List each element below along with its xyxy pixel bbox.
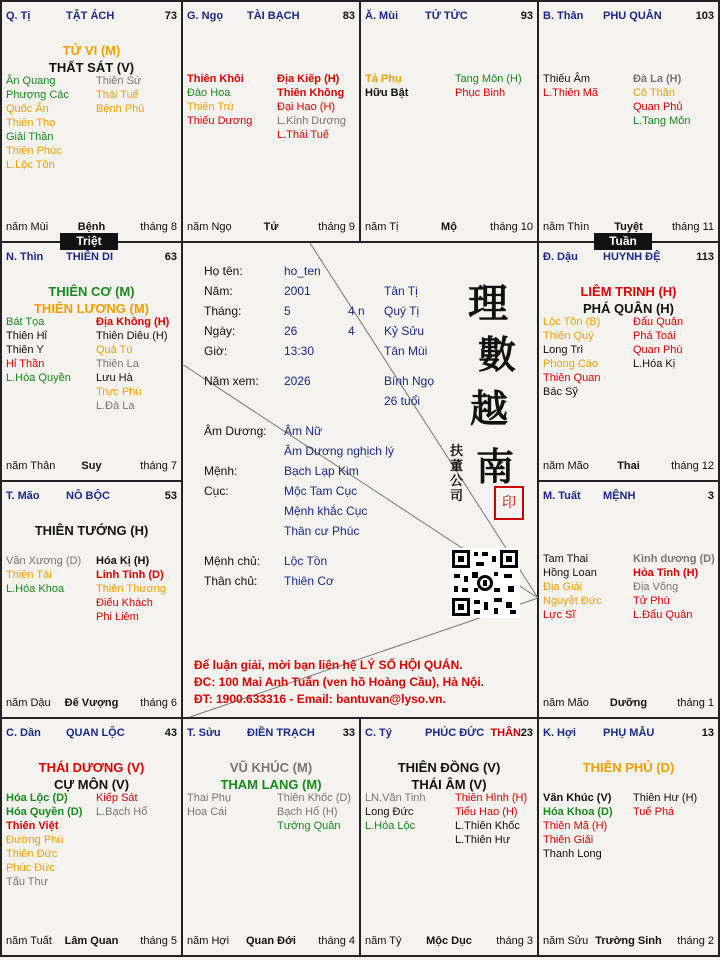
left-star-column [6,74,69,172]
main-star: THIÊN PHỦ (D) [582,760,675,775]
gio-can: Tân Mùi [384,344,428,358]
minor-star: Tiểu Hao (H) [455,806,518,818]
left-star-column [6,791,82,889]
minor-star: Hỏa Tinh (H) [633,567,699,579]
main-stars [2,283,181,317]
palace-than[interactable] [539,2,718,241]
minor-star: Thiên Phúc [6,145,62,157]
left-star-column [543,552,602,622]
minor-star: Đường Phù [6,834,64,846]
main-star: THIÊN LƯƠNG (M) [33,301,150,316]
palace-ty2[interactable] [361,719,537,955]
brand-char-2: 數 [478,332,517,377]
palace-age-number: 83 [342,10,355,22]
palace-ngo[interactable] [183,2,359,241]
minor-star: Quốc Ấn [6,103,49,115]
triet-tag: Triệt [60,233,118,250]
palace-year: năm Thìn [543,221,590,233]
minor-star: Ân Quang [6,75,56,87]
minor-star: L.Bạch Hổ [96,806,148,818]
palace-age-number: 43 [164,727,177,739]
minor-star: Thai Phụ [187,792,232,804]
minor-star: Tang Môn (H) [455,73,522,85]
palace-name: MỆNH [603,490,636,502]
minor-star: L.Hóa Kị [633,358,676,370]
palace-phase: Tuyệt [614,221,643,233]
palace-month: tháng 2 [677,935,714,947]
minor-star: Thiên Khốc (D) [277,792,351,804]
palace-branch: T. Sửu [187,727,221,739]
minor-star: Thiên Trù [187,101,234,113]
minor-star: Nguyệt Đức [543,595,602,607]
minor-star: Đà La (H) [633,73,682,85]
palace-month: tháng 3 [496,935,533,947]
palace-phase: Dưỡng [609,697,648,709]
minor-star: Cô Thần [633,87,675,99]
minor-star: Điếu Khách [96,597,153,609]
palace-branch: Đ. Dậu [543,251,578,263]
palace-name: PHỤ MẪU [603,727,655,739]
palace-header [539,10,718,24]
minor-star: Bệnh Phù [96,103,145,115]
cuc-value: Mộc Tam Cục [284,484,358,498]
minor-star: Hóa Lộc (D) [6,792,68,804]
palace-year: năm Tị [365,221,399,233]
palace-hoi[interactable] [539,719,718,955]
minor-star: Thiên Y [6,344,44,356]
palace-branch: C. Dần [6,727,41,739]
palace-name: TẬT ÁCH [66,10,115,22]
palace-name: NÔ BỘC [66,490,110,502]
palace-month: tháng 10 [490,221,533,233]
left-star-column [6,554,81,596]
minor-star: Thiên Hỉ [6,330,47,342]
palace-header [361,727,537,741]
left-star-column [543,791,613,861]
nam-xem-value: 2026 [284,374,311,388]
minor-star: L.Thái Tuế [277,129,329,141]
minor-star: L.Hóa Khoa [6,583,65,595]
right-star-column [277,72,346,142]
main-star: VŨ KHÚC (M) [229,760,313,775]
minor-star: Phá Toái [633,330,676,342]
palace-dan[interactable] [2,719,181,955]
minor-star: Quan Phù [633,344,683,356]
palace-name: TÀI BẠCH [247,10,300,22]
minor-star: L.Thiên Hư [455,834,511,846]
minor-star: Thiên Hư (H) [633,792,698,804]
left-star-column [543,72,598,100]
minor-star: Thiên Hình (H) [455,792,528,804]
palace-header [539,251,718,265]
minor-star: Tướng Quân [277,820,341,832]
left-star-column [543,315,600,399]
minor-star: Đào Hoa [187,87,231,99]
menh-chu-value: Lộc Tồn [284,554,328,568]
palace-age-number: 93 [520,10,533,22]
minor-star: Quan Phủ [633,101,683,113]
minor-star: Đẩu Quân [633,316,684,328]
than-marker: THÂN [490,727,521,739]
main-star: TỬ VI (M) [62,43,121,58]
palace-name: HUYNH ĐỆ [603,251,661,263]
than-chu-label: Thân chủ: [204,574,258,588]
palace-phase: Suy [81,460,102,472]
contact-address: ĐC: 100 Mai Anh Tuấn (ven hồ Hoàng Cầu), Hà Nội. [194,675,485,689]
minor-star: Thanh Long [543,848,602,860]
palace-phase: Trường Sinh [595,935,662,947]
palace-year: năm Hợi [187,935,230,947]
minor-star: Địa Không (H) [96,316,170,328]
minor-star: Kiếp Sát [96,792,138,804]
minor-star: Phong Cáo [543,358,599,370]
minor-star: Tử Phù [633,595,670,607]
ngay-can: Kỷ Sửu [384,324,425,338]
minor-star: L.Lộc Tồn [6,159,55,171]
minor-star: Linh Tinh (D) [96,569,164,581]
minor-star: Thiên La [96,358,139,370]
minor-star: Thiên Quý [543,330,594,342]
minor-star: LN.Văn Tinh [365,792,426,804]
tuoi-value: 26 tuổi [384,394,421,408]
minor-star: Thiên Quan [543,372,601,384]
minor-star: Thiên Thương [96,583,167,595]
brand-char-3: 越 [470,386,509,431]
main-stars [2,759,181,793]
menh-label: Mệnh: [204,464,238,478]
palace-header [2,10,181,24]
minor-star: Thiên Thọ [6,117,56,129]
palace-footer [361,935,537,949]
than-cu-note: Thân cư Phúc [284,524,360,538]
thang-label: Tháng: [204,304,242,318]
palace-tuat[interactable] [539,482,718,717]
minor-star: Lộc Tồn (B) [543,316,601,328]
minor-star: Thiên Không [277,87,345,99]
palace-dau[interactable] [539,243,718,480]
minor-star: Lực Sĩ [543,609,576,621]
palace-month: tháng 5 [140,935,177,947]
palace-year: năm Dậu [6,697,51,709]
minor-star: Phục Binh [455,87,506,99]
palace-footer [2,460,181,474]
minor-star: Kình dương (D) [633,553,715,565]
nam-can: Tân Tị [384,284,418,298]
minor-star: Phúc Đức [6,862,55,874]
minor-star: L.Kinh Dương [277,115,347,127]
minor-star: Bác Sỹ [543,386,578,398]
cuc-note: Mệnh khắc Cục [284,504,368,518]
minor-star: Tả Phụ [365,73,402,85]
am-duong-value: Âm Nữ [284,424,323,438]
palace-footer [2,697,181,711]
palace-year: năm Sửu [543,935,589,947]
ho-ten-value: ho_ten [284,264,321,278]
am-duong-note: Âm Dương nghịch lý [284,444,394,458]
minor-star: Long Trì [543,344,584,356]
minor-star: Hỉ Thần [6,358,45,370]
palace-age-number: 63 [164,251,177,263]
palace-branch: C. Tý [365,727,392,739]
palace-mao[interactable] [2,482,181,717]
palace-age-number: 33 [342,727,355,739]
than-chu-value: Thiên Cơ [284,574,334,588]
palace-year: năm Ngọ [187,221,232,233]
palace-footer [539,460,718,474]
main-star: THIÊN TƯỚNG (H) [34,523,149,538]
left-star-column [365,791,426,833]
thang-extra: 4 n [348,304,365,318]
minor-star: Địa Võng [633,581,679,593]
palace-header [183,727,359,741]
main-star: CỰ MÔN (V) [53,777,130,792]
palace-branch: Q. Tị [6,10,31,22]
right-star-column [633,552,715,622]
brand-char-1: 理 [468,280,508,327]
main-stars [361,759,537,793]
palace-footer [183,935,359,949]
palace-phase: Mộ [441,221,457,233]
palace-phase: Quan Đới [246,935,296,947]
right-star-column [455,791,527,847]
minor-star: L.Đẩu Quân [633,609,693,621]
main-star: THIÊN ĐỒNG (V) [397,760,501,775]
palace-name: TỬ TỨC [425,10,468,22]
red-seal-stamp: 印 [494,486,524,520]
minor-star: Thiên Tài [6,569,52,581]
palace-ty[interactable] [2,2,181,241]
palace-branch: N. Thìn [6,251,44,263]
palace-name: PHÚC ĐỨC [425,727,485,739]
am-duong-label: Âm Dương: [204,424,267,438]
minor-star: Trực Phù [96,386,142,398]
nam-value: 2001 [284,284,311,298]
palace-phase: Bệnh [77,221,106,233]
right-star-column [633,791,697,819]
brand-char-4: 南 [476,444,515,489]
palace-age-number: 13 [701,727,714,739]
right-star-column [96,554,166,624]
brand-subtitle: 扶董公司 [450,444,464,504]
minor-star: Tấu Thư [6,876,49,888]
minor-star: Bát Tọa [6,316,45,328]
palace-phase: Tử [263,221,279,233]
minor-star: Thiên Diêu (H) [96,330,168,342]
minor-star: Hoa Cái [187,806,227,818]
minor-star: Phi Liêm [96,611,139,623]
main-star: THẤT SÁT (V) [48,60,135,75]
main-stars [539,759,718,776]
palace-footer [539,697,718,711]
palace-thin[interactable] [2,243,181,480]
palace-footer [539,935,718,949]
palace-month: tháng 6 [140,697,177,709]
right-star-column [96,74,144,116]
main-star: PHÁ QUÂN (H) [583,301,674,316]
minor-star: L.Đà La [96,400,135,412]
palace-phase: Mộc Dục [426,935,472,947]
minor-star: Địa Kiếp (H) [277,73,340,85]
palace-month: tháng 8 [140,221,177,233]
left-star-column [187,72,252,128]
minor-star: Thiên Mã (H) [543,820,608,832]
palace-name: ĐIỀN TRẠCH [247,727,315,739]
palace-age-number: 73 [164,10,177,22]
ho-ten-label: Họ tên: [204,264,243,278]
minor-star: Thái Tuế [96,89,139,101]
minor-star: Bạch Hổ (H) [277,806,338,818]
main-stars [539,283,718,317]
palace-footer [361,221,537,235]
palace-footer [2,935,181,949]
palace-age-number: 3 [707,490,714,502]
minor-star: L.Tang Môn [633,115,691,127]
main-stars [2,42,181,76]
main-star: THÁI ÂM (V) [411,777,487,792]
main-stars [183,759,359,793]
right-star-column [277,791,351,833]
minor-star: Tuế Phá [633,806,675,818]
minor-star: L.Thiên Khốc [455,820,520,832]
palace-name: THIÊN DI [66,251,114,263]
main-star: LIÊM TRINH (H) [580,284,677,299]
minor-star: Thiên Sứ [96,75,142,87]
right-star-column [633,315,683,371]
palace-year: năm Tý [365,935,402,947]
palace-age-number: 53 [164,490,177,502]
minor-star: Giải Thần [6,131,54,143]
palace-header [2,490,181,504]
palace-branch: G. Ngọ [187,10,224,22]
palace-suu[interactable] [183,719,359,955]
cuc-label: Cục: [204,484,229,498]
palace-header [539,490,718,504]
minor-star: Hóa Kị (H) [96,555,150,567]
palace-header [539,727,718,741]
qr-code-icon[interactable] [450,548,520,618]
minor-star: L.Hóa Lộc [365,820,416,832]
palace-phase: Thai [617,460,640,472]
minor-star: Thiếu Âm [543,73,591,85]
palace-footer [183,221,359,235]
main-stars [2,522,181,539]
gio-value: 13:30 [284,344,315,358]
minor-star: Lưu Hà [96,372,133,384]
nam-label: Năm: [204,284,233,298]
palace-header [2,727,181,741]
minor-star: Hóa Khoa (D) [543,806,613,818]
palace-name: QUAN LỘC [66,727,125,739]
palace-branch: K. Hợi [543,727,576,739]
main-star: THÁI DƯƠNG (V) [38,760,145,775]
minor-star: Địa Giải [543,581,583,593]
palace-age-number: 23 [520,727,533,739]
minor-star: Văn Khúc (V) [543,792,612,804]
palace-month: tháng 1 [677,697,714,709]
palace-phase: Lâm Quan [64,935,119,947]
palace-name: PHU QUÂN [603,10,662,22]
minor-star: Văn Xương (D) [6,555,82,567]
minor-star: L.Thiên Mã [543,87,599,99]
palace-year: năm Tuất [6,935,52,947]
minor-star: Thiên Khôi [187,73,244,85]
palace-month: tháng 12 [671,460,714,472]
minor-star: Hóa Quyền (D) [6,806,83,818]
ngay-extra: 4 [348,324,355,338]
contact-line-1: Để luận giải, mời bạn liên hệ LÝ SỐ HỘI QUÁN. [194,658,463,672]
right-star-column [455,72,522,100]
palace-branch: Ă. Mùi [365,10,398,22]
palace-branch: T. Mão [6,490,40,502]
minor-star: Thiên Đức [6,848,58,860]
right-star-column [96,315,169,413]
palace-age-number: 113 [696,251,714,263]
right-star-column [633,72,690,128]
ngay-label: Ngày: [204,324,236,338]
tuan-tag: Tuần [594,233,652,250]
menh-value: Bạch Lạp Kim [284,464,359,478]
minor-star: Đại Hao (H) [277,101,336,113]
palace-year: năm Thân [6,460,56,472]
palace-month: tháng 9 [318,221,355,233]
palace-year: năm Mão [543,697,589,709]
ngay-value: 26 [284,324,298,338]
palace-branch: B. Thân [543,10,584,22]
thang-value: 5 [284,304,291,318]
minor-star: Hồng Loan [543,567,597,579]
palace-branch: M. Tuất [543,490,581,502]
minor-star: Long Đức [365,806,414,818]
main-star: THAM LANG (M) [220,777,322,792]
palace-age-number: 103 [695,10,714,22]
menh-chu-label: Mệnh chủ: [204,554,261,568]
minor-star: L.Hóa Quyền [6,372,71,384]
minor-star: Tam Thai [543,553,589,565]
minor-star: Thiên Việt [6,820,59,832]
palace-month: tháng 7 [140,460,177,472]
left-star-column [6,315,71,385]
palace-year: năm Mùi [6,221,49,233]
minor-star: Phượng Các [6,89,69,101]
main-star: THIÊN CƠ (M) [48,284,135,299]
minor-star: Quả Tú [96,344,133,356]
palace-month: tháng 11 [671,221,714,233]
nam-xem-label: Năm xem: [204,374,259,388]
palace-month: tháng 4 [318,935,355,947]
right-star-column [96,791,147,819]
nam-xem-can: Bính Ngọ [384,374,435,388]
minor-star: Hữu Bật [365,87,409,99]
thang-can: Quý Tị [384,304,420,318]
palace-header [183,10,359,24]
palace-mui[interactable] [361,2,537,241]
minor-star: Thiên Giải [543,834,594,846]
minor-star: Thiếu Dương [187,115,253,127]
left-star-column [365,72,408,100]
palace-phase: Đế Vượng [64,697,119,709]
palace-header [2,251,181,265]
left-star-column [187,791,231,819]
palace-year: năm Mão [543,460,589,472]
contact-phone-email[interactable]: ĐT: 1900.633316 - Email: bantuvan@lyso.vn. [194,692,446,706]
palace-header [361,10,537,24]
gio-label: Giờ: [204,344,228,358]
